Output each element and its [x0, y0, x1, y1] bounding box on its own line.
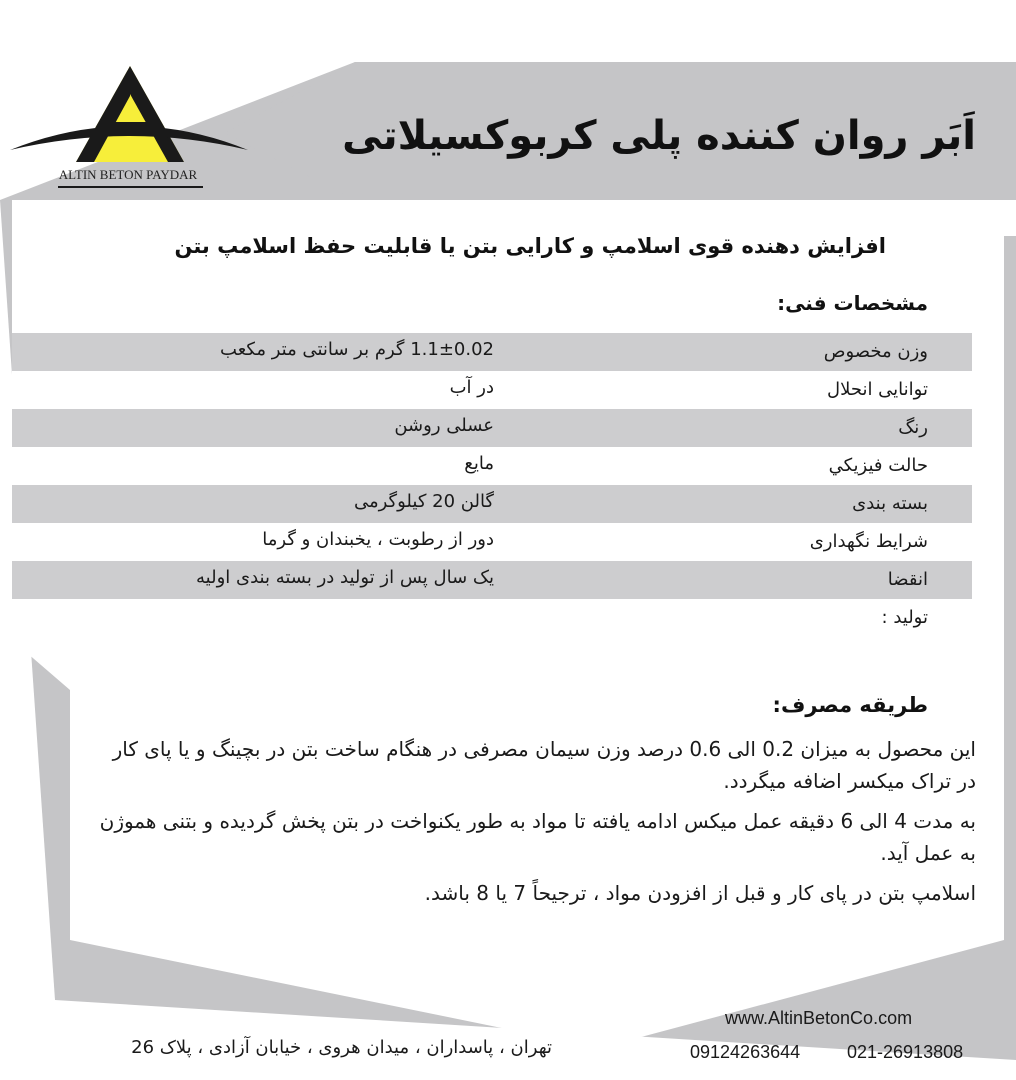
spec-row-color [0, 409, 1016, 447]
subtitle: افزایش دهنده قوی اسلامپ و کارایی بتن یا قابلیت حفظ اسلامپ بتن [174, 234, 886, 258]
spec-label: وزن مخصوص [823, 341, 928, 362]
spec-value: گالن 20 کیلوگرمی [353, 491, 494, 512]
spec-label: شرایط نگهداری [809, 531, 928, 552]
spec-value: یک سال پس از تولید در بسته بندی اولیه [196, 567, 494, 588]
spec-value: عسلی روشن [394, 415, 494, 436]
specs-heading: مشخصات فنی: [777, 291, 928, 315]
usage-paragraph: این محصول به میزان 0.2 الی 0.6 درصد وزن سیمان مصرفی در هنگام ساخت بتن در بچینگ و یا پای کار در تراک میکسر اضافه میگردد. [112, 737, 976, 793]
page-title: اَبَر روان کننده پلی کربوکسیلاتی [342, 113, 976, 159]
spec-label: حالت فیزیکي [828, 455, 928, 476]
phone-mobile: 09124263644 [690, 1042, 801, 1062]
specs-table [0, 333, 1016, 637]
website-link[interactable]: www.AltinBetonCo.com [725, 1008, 913, 1028]
spec-row-storage [0, 523, 1016, 561]
spec-label: توانایی انحلال [827, 379, 928, 400]
usage-paragraph: به مدت 4 الی 6 دقیقه عمل میکس ادامه یافته تا مواد به طور یکنواخت در بتن پخش گردیده و بتنی هموژن به عمل آید. [99, 809, 976, 865]
spec-value: مایع [464, 453, 494, 474]
spec-row-density [0, 333, 1016, 371]
spec-label: رنگ [898, 417, 928, 438]
spec-value: دور از رطوبت ، یخبندان و گرما [262, 529, 494, 550]
spec-row-expiry [0, 561, 1016, 599]
logo-crossbar [102, 122, 158, 134]
spec-label: انقضا [887, 569, 928, 590]
spec-row-solubility [0, 371, 1016, 409]
usage-heading: طریقه مصرف: [772, 693, 928, 717]
usage-instructions [96, 733, 976, 917]
spec-label: تولید : [881, 607, 928, 628]
spec-row-production [0, 599, 1016, 637]
address: تهران ، پاسداران ، میدان هروی ، خیابان آزادی ، پلاک 26 [131, 1037, 552, 1058]
logo-wordmark: ALTIN BETON PAYDAR [58, 167, 198, 182]
spec-row-physical-state [0, 447, 1016, 485]
phone-landline: 021-26913808 [847, 1042, 964, 1062]
usage-paragraph: اسلامپ بتن در پای کار و قبل از افزودن مواد ، ترجیحاً 7 یا 8 باشد. [424, 881, 976, 905]
spec-label: بسته بندی [852, 493, 928, 514]
spec-value: در آب [449, 377, 494, 398]
spec-value: 1.1±0.02 گرم بر سانتی متر مکعب [220, 339, 494, 360]
spec-row-packaging [0, 485, 1016, 523]
